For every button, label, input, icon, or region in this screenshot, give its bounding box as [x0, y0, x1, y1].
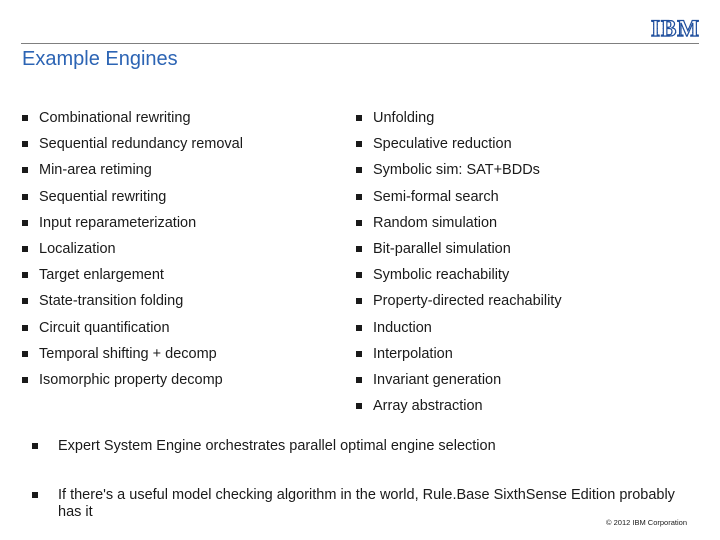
square-bullet-icon — [356, 377, 362, 383]
header-divider — [21, 43, 699, 44]
list-item-label: Bit-parallel simulation — [373, 240, 511, 257]
copyright-notice: © 2012 IBM Corporation — [606, 518, 687, 527]
list-item-label: Isomorphic property decomp — [39, 371, 223, 388]
square-bullet-icon — [356, 141, 362, 147]
square-bullet-icon — [356, 115, 362, 121]
square-bullet-icon — [22, 141, 28, 147]
list-item-label: Target enlargement — [39, 267, 164, 284]
summary-point-text: Expert System Engine orchestrates parallel optimal engine selection — [58, 438, 496, 454]
list-item — [22, 345, 243, 371]
square-bullet-icon — [356, 351, 362, 357]
slide-title: Example Engines — [22, 48, 178, 70]
list-item-label: Speculative reduction — [373, 136, 512, 153]
list-item — [356, 371, 562, 397]
list-item — [22, 161, 243, 187]
list-item — [356, 161, 562, 187]
square-bullet-icon — [356, 298, 362, 304]
right-engine-list — [356, 109, 562, 423]
square-bullet-icon — [22, 194, 28, 200]
list-item-label: Temporal shifting + decomp — [39, 345, 217, 362]
square-bullet-icon — [356, 325, 362, 331]
square-bullet-icon — [22, 351, 28, 357]
list-item — [356, 214, 562, 240]
list-item-label: Min-area retiming — [39, 162, 152, 179]
square-bullet-icon — [22, 272, 28, 278]
list-item-label: Induction — [373, 319, 432, 336]
square-bullet-icon — [356, 167, 362, 173]
list-item — [22, 240, 243, 266]
list-item — [22, 371, 243, 397]
list-item — [356, 135, 562, 161]
square-bullet-icon — [22, 115, 28, 121]
square-bullet-icon — [22, 167, 28, 173]
square-bullet-icon — [356, 194, 362, 200]
list-item-label: Property-directed reachability — [373, 293, 562, 310]
summary-point — [32, 438, 698, 455]
summary-point — [32, 487, 698, 521]
list-item-label: Combinational rewriting — [39, 110, 191, 126]
square-bullet-icon — [32, 443, 38, 449]
list-item — [22, 319, 243, 345]
square-bullet-icon — [22, 246, 28, 252]
list-item-label: Sequential rewriting — [39, 188, 167, 205]
list-item-label: Circuit quantification — [39, 319, 170, 336]
square-bullet-icon — [22, 298, 28, 304]
list-item — [22, 266, 243, 292]
square-bullet-icon — [22, 325, 28, 331]
list-item — [22, 135, 243, 161]
list-item-label: State-transition folding — [39, 293, 184, 310]
list-item — [356, 292, 562, 318]
list-item-label: Unfolding — [373, 110, 435, 126]
square-bullet-icon — [356, 272, 362, 278]
list-item — [356, 109, 562, 135]
list-item — [356, 240, 562, 266]
list-item — [356, 266, 562, 292]
summary-point-text: If there's a useful model checking algorithm in the world, Rule.Base SixthSense Edition probably has it — [58, 487, 675, 520]
list-item — [356, 319, 562, 345]
square-bullet-icon — [22, 220, 28, 226]
list-item — [356, 345, 562, 371]
list-item-label: Array abstraction — [373, 398, 483, 415]
list-item — [22, 292, 243, 318]
list-item-label: Symbolic sim: SAT+BDDs — [373, 162, 540, 179]
list-item-label: Input reparameterization — [39, 214, 197, 231]
list-item-label: Sequential redundancy removal — [39, 136, 243, 153]
square-bullet-icon — [22, 377, 28, 383]
square-bullet-icon — [32, 492, 38, 498]
list-item-label: Random simulation — [373, 214, 498, 231]
square-bullet-icon — [356, 246, 362, 252]
left-engine-list — [22, 109, 243, 397]
list-item — [22, 214, 243, 240]
list-item — [356, 188, 562, 214]
ibm-logo: IBM — [651, 16, 700, 41]
square-bullet-icon — [356, 220, 362, 226]
list-item-label: Interpolation — [373, 345, 453, 362]
list-item — [22, 109, 243, 135]
square-bullet-icon — [356, 403, 362, 409]
list-item-label: Localization — [39, 240, 116, 257]
list-item — [356, 397, 562, 423]
list-item — [22, 188, 243, 214]
list-item-label: Symbolic reachability — [373, 267, 510, 284]
list-item-label: Semi-formal search — [373, 188, 499, 205]
list-item-label: Invariant generation — [373, 371, 502, 388]
